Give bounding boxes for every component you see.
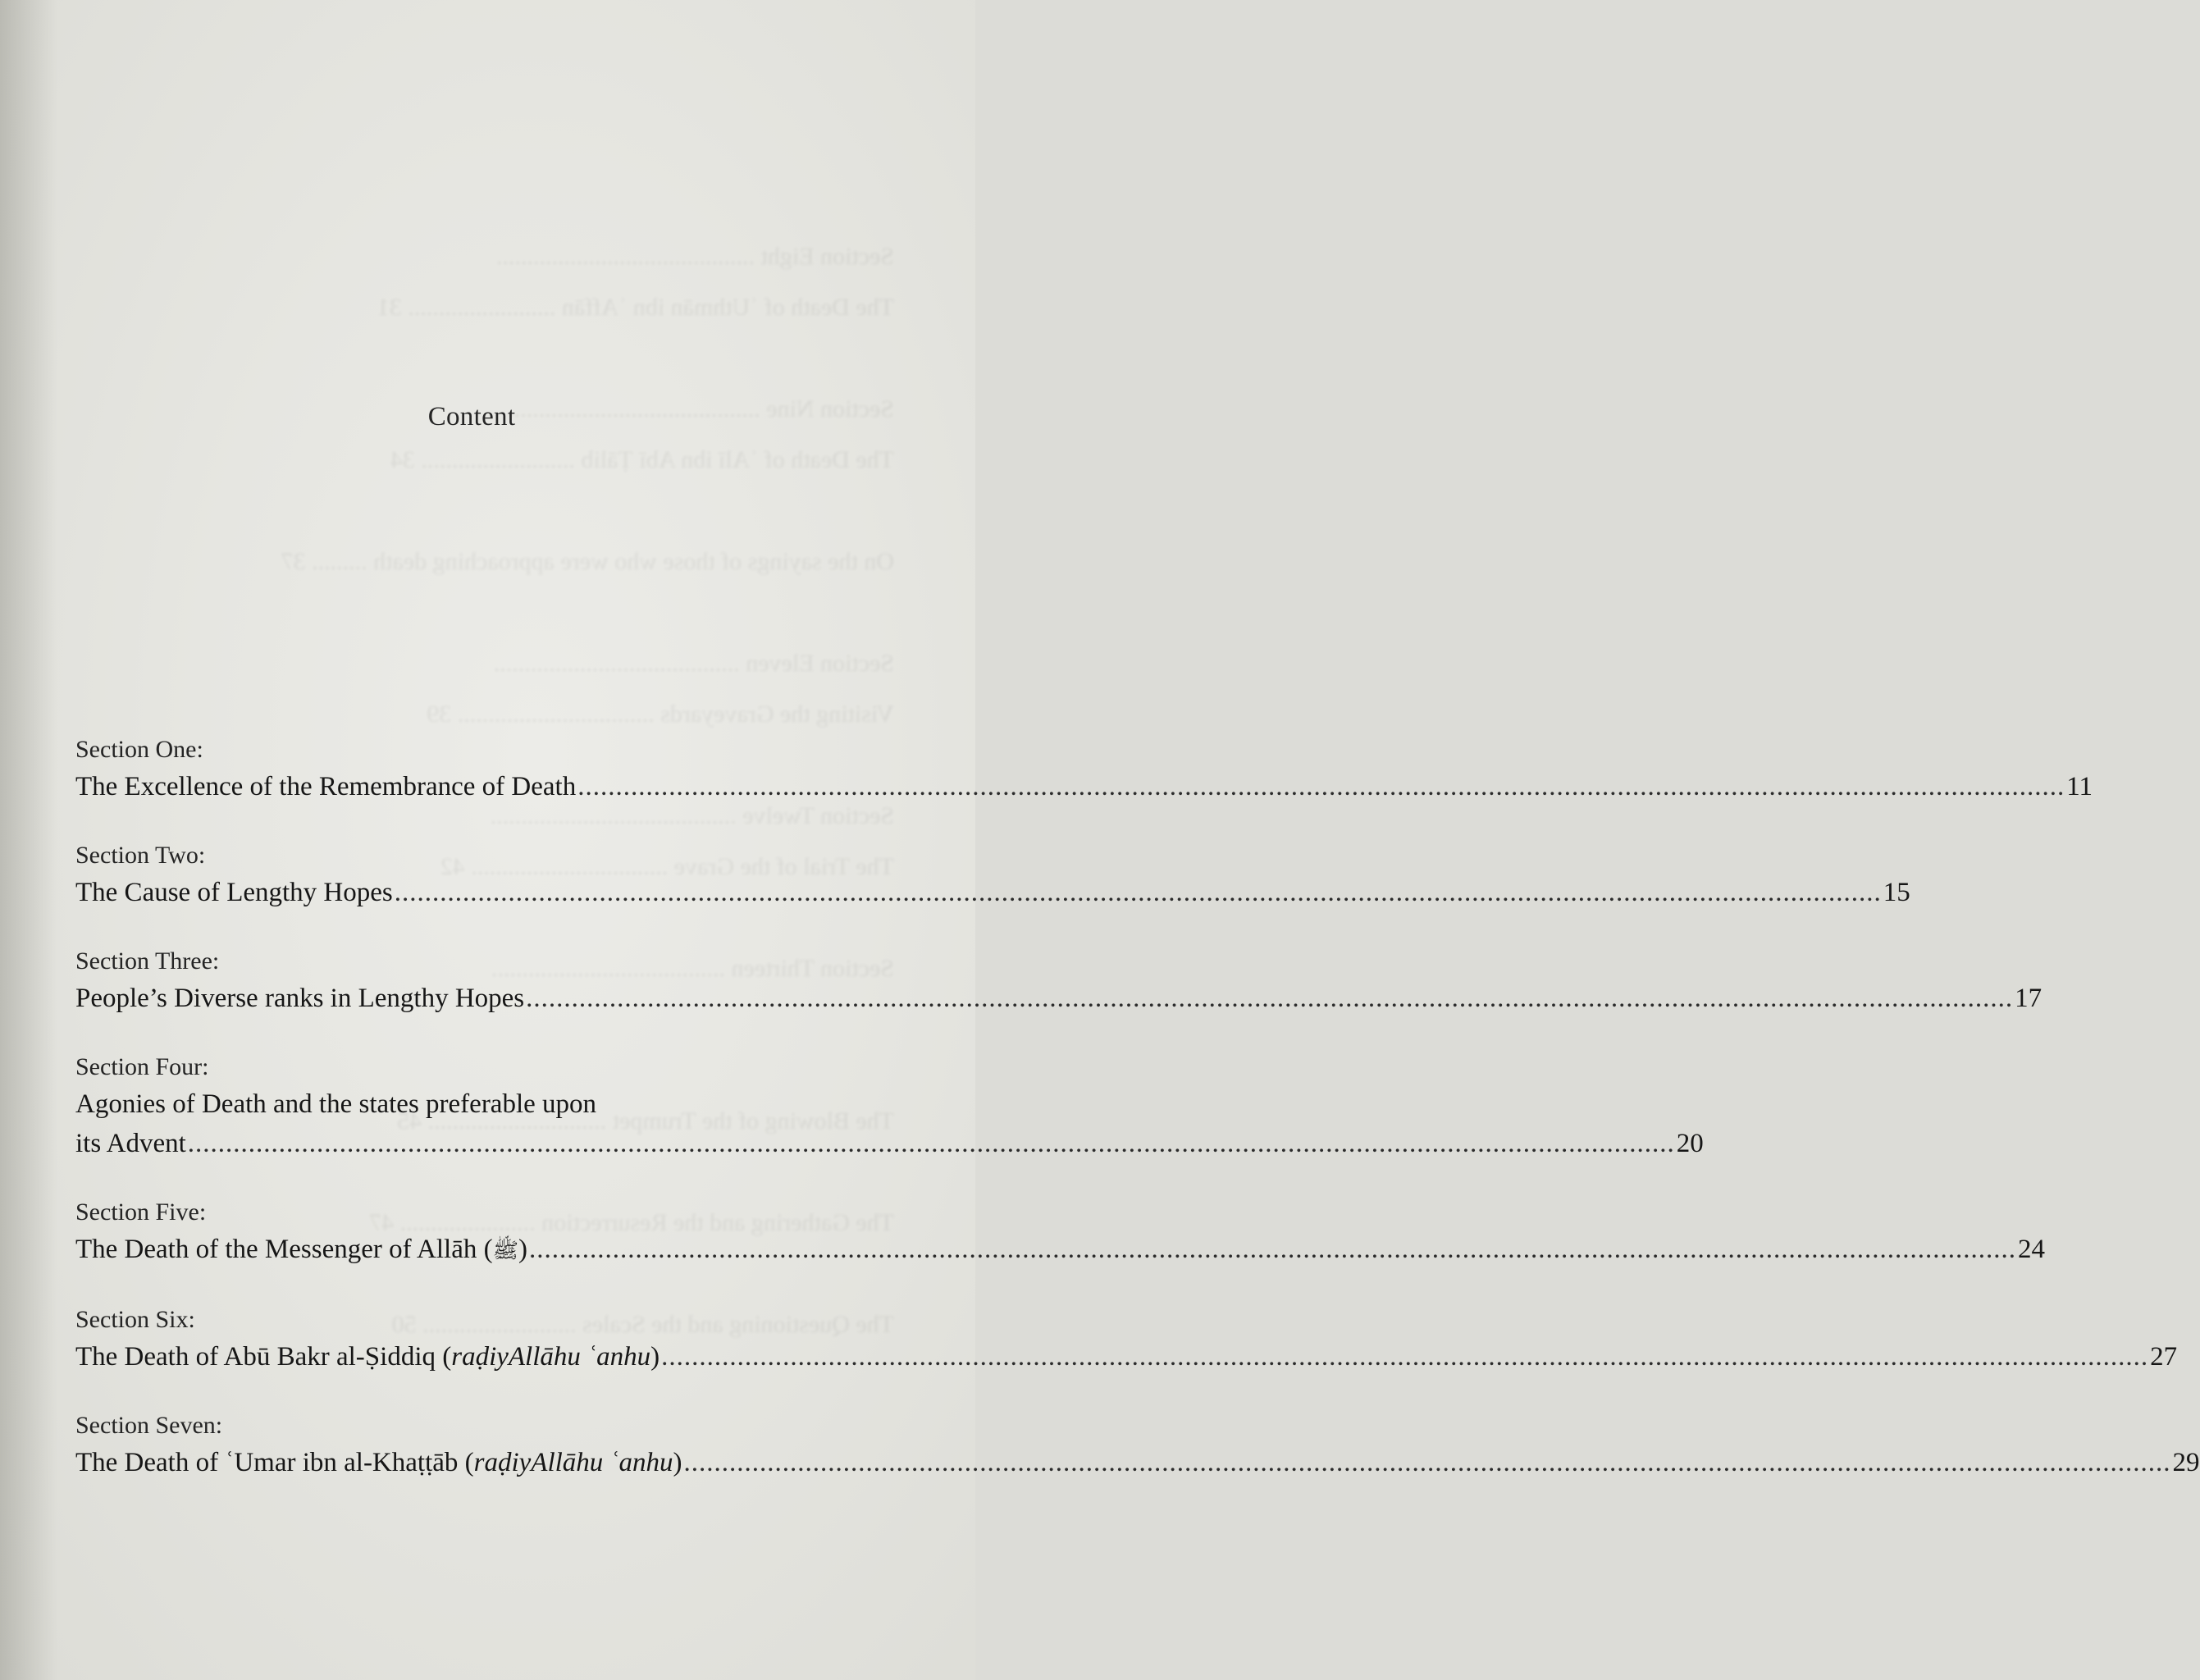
spine-shadow bbox=[0, 0, 57, 1680]
dot-leader: .................................................................................................................................................................................................... bbox=[394, 878, 1882, 907]
toc-entry[interactable] bbox=[75, 1124, 1704, 1163]
entry-title: The Excellence of the Remembrance of Death bbox=[75, 772, 577, 801]
show-through-text: Section Eight .......................................... The Death of ʿUthmān ibn ʿAffān ........................ 31 Section Nine ......................................... The Death of ʿAlī ibn Abī Ṭālib ......................... 34 On the sayings of those who were approaching death ......... 37 Section Eleven ........................................ Visiting the Graveyards ................................ 39 Section Twelve ........................................ The Trial of the Grave ................................ 42 Section Thirteen ...................................... The Blowing of the Trumpet ............................. 45 The Gathering and the Resurrection ...................... 47 The Questioning and the Scales ......................... 50 bbox=[281, 243, 894, 1338]
section-heading: Section Four: bbox=[75, 1053, 209, 1080]
entry-title-text: The Death of ʿUmar ibn al-Khaṭṭāb ( bbox=[75, 1448, 474, 1477]
page-number: 24 bbox=[2018, 1235, 2046, 1264]
toc-entry[interactable] bbox=[75, 1230, 2046, 1271]
entry-title bbox=[75, 1443, 682, 1482]
dot-leader: .................................................................................................................................................................................................... bbox=[187, 1129, 1675, 1158]
entry-title bbox=[75, 1337, 660, 1376]
dot-leader: .................................................................................................................................................................................................... bbox=[529, 1235, 2017, 1264]
section-heading: Section Seven: bbox=[75, 1412, 223, 1439]
section-heading: Section One: bbox=[75, 736, 203, 763]
dot-leader: .................................................................................................................................................................................................... bbox=[526, 984, 2014, 1013]
dot-leader: .................................................................................................................................................................................................... bbox=[577, 772, 2065, 801]
entry-title-line-one[interactable]: Agonies of Death and the states preferable upon bbox=[75, 1089, 597, 1119]
page-number: 17 bbox=[2015, 984, 2043, 1013]
entry-title-text: The Death of Abū Bakr al-Ṣiddiq ( bbox=[75, 1342, 452, 1372]
entry-title-close: ) bbox=[673, 1448, 682, 1477]
page-number: 27 bbox=[2150, 1342, 2178, 1372]
toc-section-two bbox=[75, 838, 1910, 912]
page-number: 29 bbox=[2172, 1448, 2200, 1477]
toc-entry[interactable] bbox=[75, 1443, 2200, 1482]
toc-entry[interactable] bbox=[75, 979, 2043, 1018]
section-heading: Section Six: bbox=[75, 1306, 195, 1333]
honorific-phrase: raḍiyAllāhu ʿanhu bbox=[473, 1448, 673, 1477]
toc-entry[interactable] bbox=[75, 1337, 2178, 1376]
page-number: 11 bbox=[2066, 772, 2093, 801]
section-heading: Section Three: bbox=[75, 947, 220, 975]
toc-section-five bbox=[75, 1195, 2046, 1271]
page-title: Content bbox=[427, 402, 516, 431]
toc-entry[interactable] bbox=[75, 767, 2093, 806]
section-heading: Section Two: bbox=[75, 842, 206, 869]
page-number: 15 bbox=[1883, 878, 1910, 907]
section-heading: Section Five: bbox=[75, 1198, 207, 1226]
toc-section-three bbox=[75, 944, 2043, 1018]
entry-title: The Cause of Lengthy Hopes bbox=[75, 878, 393, 907]
entry-title-close: ) bbox=[650, 1342, 660, 1372]
entry-title: People’s Diverse ranks in Lengthy Hopes bbox=[75, 984, 525, 1013]
entry-title-text: The Death of the Messenger of Allāh ( bbox=[75, 1235, 493, 1264]
toc-entry[interactable] bbox=[75, 873, 1910, 912]
salawat-honorific-glyph: ﷺ bbox=[492, 1239, 519, 1263]
entry-title bbox=[75, 1230, 527, 1271]
toc-section-four bbox=[75, 1050, 1704, 1163]
page-number: 20 bbox=[1676, 1129, 1704, 1158]
toc-section-one bbox=[75, 733, 2093, 806]
entry-title-close: ) bbox=[518, 1235, 528, 1264]
toc-section-seven bbox=[75, 1408, 2200, 1482]
toc-section-six bbox=[75, 1303, 2178, 1376]
honorific-phrase: raḍiyAllāhu ʿanhu bbox=[451, 1342, 651, 1372]
dot-leader: .................................................................................................................................................................................................... bbox=[683, 1448, 2171, 1477]
dot-leader: .................................................................................................................................................................................................... bbox=[661, 1342, 2149, 1372]
entry-title: its Advent bbox=[75, 1129, 186, 1158]
table-of-contents bbox=[75, 733, 2200, 1514]
